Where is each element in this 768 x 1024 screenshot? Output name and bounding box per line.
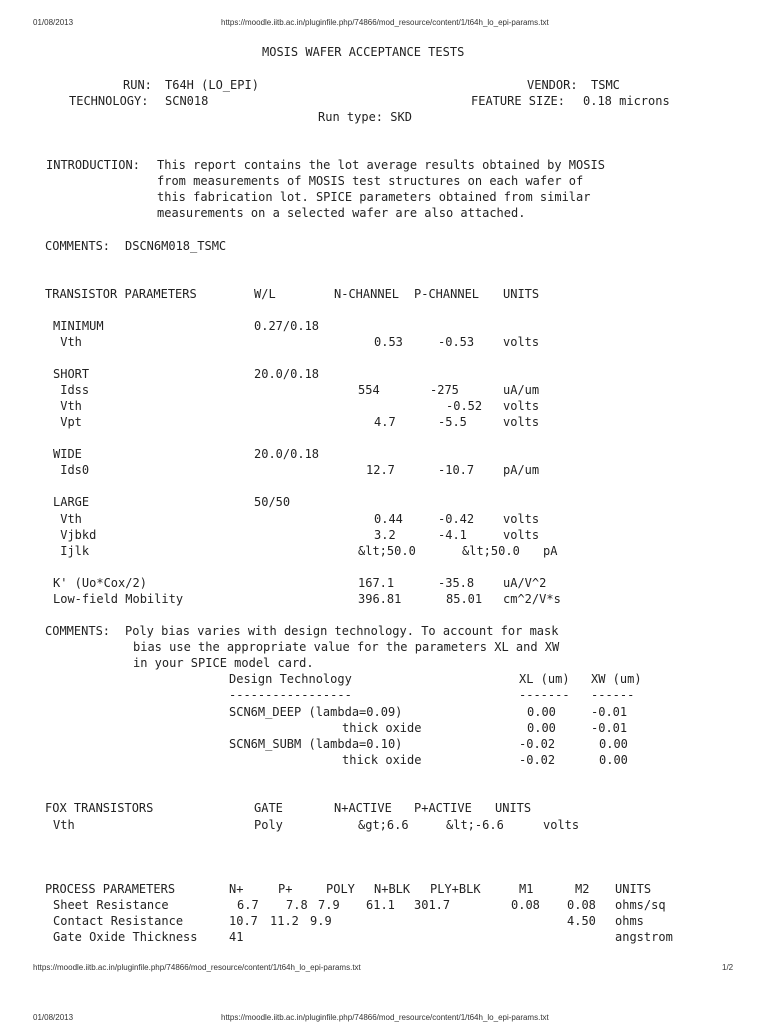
wl-value: 20.0/0.18 bbox=[254, 367, 320, 381]
column-header: N+BLK bbox=[374, 882, 411, 896]
comments-text: in your SPICE model card. bbox=[133, 656, 314, 670]
vendor-value: TSMC bbox=[591, 78, 620, 92]
n-channel-value: 0.53 bbox=[374, 335, 403, 349]
table-row bbox=[0, 527, 768, 543]
m2-value: 4.50 bbox=[567, 914, 596, 928]
ply-blk-value: 301.7 bbox=[414, 898, 451, 912]
column-header: P+ACTIVE bbox=[414, 801, 472, 815]
column-header: M1 bbox=[519, 882, 534, 896]
units-value: ohms bbox=[615, 914, 644, 928]
column-header: P-CHANNEL bbox=[414, 287, 480, 301]
parameter-name: Sheet Resistance bbox=[53, 898, 169, 912]
column-header: N+ACTIVE bbox=[334, 801, 392, 815]
p-channel-value: -275 bbox=[430, 383, 459, 397]
header-rule: ------ bbox=[591, 688, 635, 702]
poly-value: 7.9 bbox=[318, 898, 340, 912]
n-channel-value: 554 bbox=[358, 383, 380, 397]
p-channel-value: &lt;50.0 bbox=[462, 544, 520, 558]
feature-size-value: 0.18 microns bbox=[583, 94, 670, 108]
parameter-name: Vth bbox=[53, 818, 75, 832]
n-plus-value: 6.7 bbox=[237, 898, 259, 912]
p-channel-value: -0.52 bbox=[446, 399, 483, 413]
parameter-name: Gate Oxide Thickness bbox=[53, 930, 198, 944]
table-row bbox=[0, 817, 768, 833]
comments-label: COMMENTS: bbox=[45, 239, 111, 253]
column-header: PROCESS PARAMETERS bbox=[45, 882, 176, 896]
parameter-name: Idss bbox=[53, 383, 90, 397]
units-value: uA/V^2 bbox=[503, 576, 547, 590]
p-channel-value: -10.7 bbox=[438, 463, 475, 477]
units-value: pA/um bbox=[503, 463, 540, 477]
column-header: FOX TRANSISTORS bbox=[45, 801, 154, 815]
page-number: 1/2 bbox=[722, 963, 734, 972]
intro-text: measurements on a selected wafer are also attached. bbox=[157, 206, 526, 220]
intro-line-3 bbox=[0, 189, 768, 205]
column-header: M2 bbox=[575, 882, 590, 896]
print-date: 01/08/2013 bbox=[33, 1013, 74, 1022]
p-channel-value: -0.53 bbox=[438, 335, 475, 349]
table-row bbox=[0, 752, 768, 768]
parameter-name: LARGE bbox=[53, 495, 90, 509]
units-value: angstrom bbox=[615, 930, 673, 944]
p-plus-value: 7.8 bbox=[286, 898, 308, 912]
p-plus-value: 11.2 bbox=[270, 914, 299, 928]
table-row bbox=[0, 511, 768, 527]
table-row bbox=[0, 318, 768, 334]
n-channel-value: 4.7 bbox=[374, 415, 396, 429]
run-line bbox=[0, 77, 768, 93]
parameter-name: Vth bbox=[53, 399, 82, 413]
design-tech-name: thick oxide bbox=[342, 753, 422, 767]
parameter-name: Ids0 bbox=[53, 463, 90, 477]
p-channel-value: 85.01 bbox=[446, 592, 483, 606]
technology-line bbox=[0, 93, 768, 109]
table-row bbox=[0, 446, 768, 462]
n-channel-value: 0.44 bbox=[374, 512, 403, 526]
parameter-name: Low-field Mobility bbox=[53, 592, 184, 606]
table-row bbox=[0, 913, 768, 929]
column-header: TRANSISTOR PARAMETERS bbox=[45, 287, 197, 301]
xw-value: 0.00 bbox=[599, 737, 628, 751]
units-value: volts bbox=[503, 512, 540, 526]
table-row bbox=[0, 543, 768, 559]
xl-value: 0.00 bbox=[527, 705, 556, 719]
xw-value: -0.01 bbox=[591, 721, 628, 735]
table-row bbox=[0, 591, 768, 607]
column-header: GATE bbox=[254, 801, 283, 815]
footer-url: https://moodle.iitb.ac.in/pluginfile.php/74866/mod_resource/content/1/t64h_lo_epi-params.txt bbox=[33, 963, 361, 972]
comments-text: bias use the appropriate value for the parameters XL and XW bbox=[133, 640, 560, 654]
p-channel-value: -35.8 bbox=[438, 576, 475, 590]
table-row bbox=[0, 575, 768, 591]
intro-line-1 bbox=[0, 157, 768, 173]
run-value: T64H (LO_EPI) bbox=[165, 78, 259, 92]
gate-value: Poly bbox=[254, 818, 283, 832]
units-value: volts bbox=[503, 415, 540, 429]
design-tech-rule-row bbox=[0, 687, 768, 703]
transistor-header-row bbox=[0, 286, 768, 302]
units-value: volts bbox=[503, 399, 540, 413]
design-tech-name: SCN6M_SUBM (lambda=0.10) bbox=[229, 737, 403, 751]
parameter-name: Vpt bbox=[53, 415, 82, 429]
column-header: POLY bbox=[326, 882, 355, 896]
parameter-name: MINIMUM bbox=[53, 319, 104, 333]
p-channel-value: -4.1 bbox=[438, 528, 467, 542]
column-header: XL (um) bbox=[519, 672, 570, 686]
wl-value: 20.0/0.18 bbox=[254, 447, 320, 461]
column-header: N-CHANNEL bbox=[334, 287, 400, 301]
intro-line-2 bbox=[0, 173, 768, 189]
xl-value: -0.02 bbox=[519, 753, 556, 767]
units-value: ohms/sq bbox=[615, 898, 666, 912]
n-active-value: &gt;6.6 bbox=[358, 818, 409, 832]
p-active-value: &lt;-6.6 bbox=[446, 818, 504, 832]
comments-label: COMMENTS: bbox=[45, 624, 111, 638]
poly-value: 9.9 bbox=[310, 914, 332, 928]
run-type-line bbox=[0, 109, 768, 125]
intro-text: from measurements of MOSIS test structures on each wafer of bbox=[157, 174, 584, 188]
column-header: UNITS bbox=[615, 882, 652, 896]
p-channel-value: -0.42 bbox=[438, 512, 475, 526]
n-plus-value: 10.7 bbox=[229, 914, 258, 928]
n-channel-value: 12.7 bbox=[366, 463, 395, 477]
column-header: XW (um) bbox=[591, 672, 642, 686]
n-channel-value: 167.1 bbox=[358, 576, 395, 590]
table-row bbox=[0, 334, 768, 350]
xl-value: -0.02 bbox=[519, 737, 556, 751]
technology-value: SCN018 bbox=[165, 94, 209, 108]
wl-value: 0.27/0.18 bbox=[254, 319, 320, 333]
table-row bbox=[0, 897, 768, 913]
table-row bbox=[0, 414, 768, 430]
units-value: cm^2/V*s bbox=[503, 592, 561, 606]
parameter-name: SHORT bbox=[53, 367, 90, 381]
table-row bbox=[0, 366, 768, 382]
header-rule: ------- bbox=[519, 688, 570, 702]
units-value: uA/um bbox=[503, 383, 540, 397]
table-row bbox=[0, 462, 768, 478]
vendor-label: VENDOR: bbox=[527, 78, 578, 92]
comments-value: DSCN6M018_TSMC bbox=[125, 239, 227, 253]
column-header: UNITS bbox=[495, 801, 532, 815]
table-row bbox=[0, 704, 768, 720]
units-value: volts bbox=[543, 818, 580, 832]
n-channel-value: &lt;50.0 bbox=[358, 544, 416, 558]
header-rule: ----------------- bbox=[229, 688, 352, 702]
table-row bbox=[0, 494, 768, 510]
m2-value: 0.08 bbox=[567, 898, 596, 912]
comments2-line-3 bbox=[0, 655, 768, 671]
comments-text: Poly bias varies with design technology. To account for mask bbox=[125, 624, 559, 638]
design-tech-header-row bbox=[0, 671, 768, 687]
n-plus-value: 41 bbox=[229, 930, 244, 944]
parameter-name: Contact Resistance bbox=[53, 914, 184, 928]
table-row bbox=[0, 382, 768, 398]
parameter-name: Vth bbox=[53, 335, 82, 349]
comments2-line-1 bbox=[0, 623, 768, 639]
xw-value: 0.00 bbox=[599, 753, 628, 767]
n-channel-value: 396.81 bbox=[358, 592, 402, 606]
parameter-name: K' (Uo*Cox/2) bbox=[53, 576, 147, 590]
units-value: volts bbox=[503, 335, 540, 349]
title-line bbox=[0, 44, 768, 60]
column-header: N+ bbox=[229, 882, 244, 896]
n-blk-value: 61.1 bbox=[366, 898, 395, 912]
xw-value: -0.01 bbox=[591, 705, 628, 719]
xl-value: 0.00 bbox=[527, 721, 556, 735]
intro-text: This report contains the lot average results obtained by MOSIS bbox=[157, 158, 605, 172]
fox-header-row bbox=[0, 800, 768, 816]
document-title: MOSIS WAFER ACCEPTANCE TESTS bbox=[262, 45, 465, 59]
column-header: UNITS bbox=[503, 287, 540, 301]
print-url: https://moodle.iitb.ac.in/pluginfile.php/74866/mod_resource/content/1/t64h_lo_epi-params.txt bbox=[221, 1013, 549, 1022]
table-row bbox=[0, 398, 768, 414]
parameter-name: Vjbkd bbox=[53, 528, 97, 542]
units-value: volts bbox=[503, 528, 540, 542]
p-channel-value: -5.5 bbox=[438, 415, 467, 429]
process-header-row bbox=[0, 881, 768, 897]
run-type: Run type: SKD bbox=[318, 110, 412, 124]
table-row bbox=[0, 720, 768, 736]
comments2-line-2 bbox=[0, 639, 768, 655]
column-header: P+ bbox=[278, 882, 293, 896]
units-value: pA bbox=[543, 544, 558, 558]
table-row bbox=[0, 736, 768, 752]
column-header: Design Technology bbox=[229, 672, 352, 686]
parameter-name: Vth bbox=[53, 512, 82, 526]
print-url: https://moodle.iitb.ac.in/pluginfile.php/74866/mod_resource/content/1/t64h_lo_epi-params.txt bbox=[221, 18, 549, 27]
comments-line bbox=[0, 238, 768, 254]
column-header: PLY+BLK bbox=[430, 882, 481, 896]
column-header: W/L bbox=[254, 287, 276, 301]
wl-value: 50/50 bbox=[254, 495, 291, 509]
design-tech-name: SCN6M_DEEP (lambda=0.09) bbox=[229, 705, 403, 719]
n-channel-value: 3.2 bbox=[374, 528, 396, 542]
print-date: 01/08/2013 bbox=[33, 18, 74, 27]
feature-size-label: FEATURE SIZE: bbox=[471, 94, 565, 108]
technology-label: TECHNOLOGY: bbox=[69, 94, 149, 108]
m1-value: 0.08 bbox=[511, 898, 540, 912]
intro-label: INTRODUCTION: bbox=[46, 158, 140, 172]
table-row bbox=[0, 929, 768, 945]
parameter-name: WIDE bbox=[53, 447, 82, 461]
intro-text: this fabrication lot. SPICE parameters obtained from similar bbox=[157, 190, 591, 204]
design-tech-name: thick oxide bbox=[342, 721, 422, 735]
intro-line-4 bbox=[0, 205, 768, 221]
run-label: RUN: bbox=[123, 78, 152, 92]
parameter-name: Ijlk bbox=[53, 544, 90, 558]
